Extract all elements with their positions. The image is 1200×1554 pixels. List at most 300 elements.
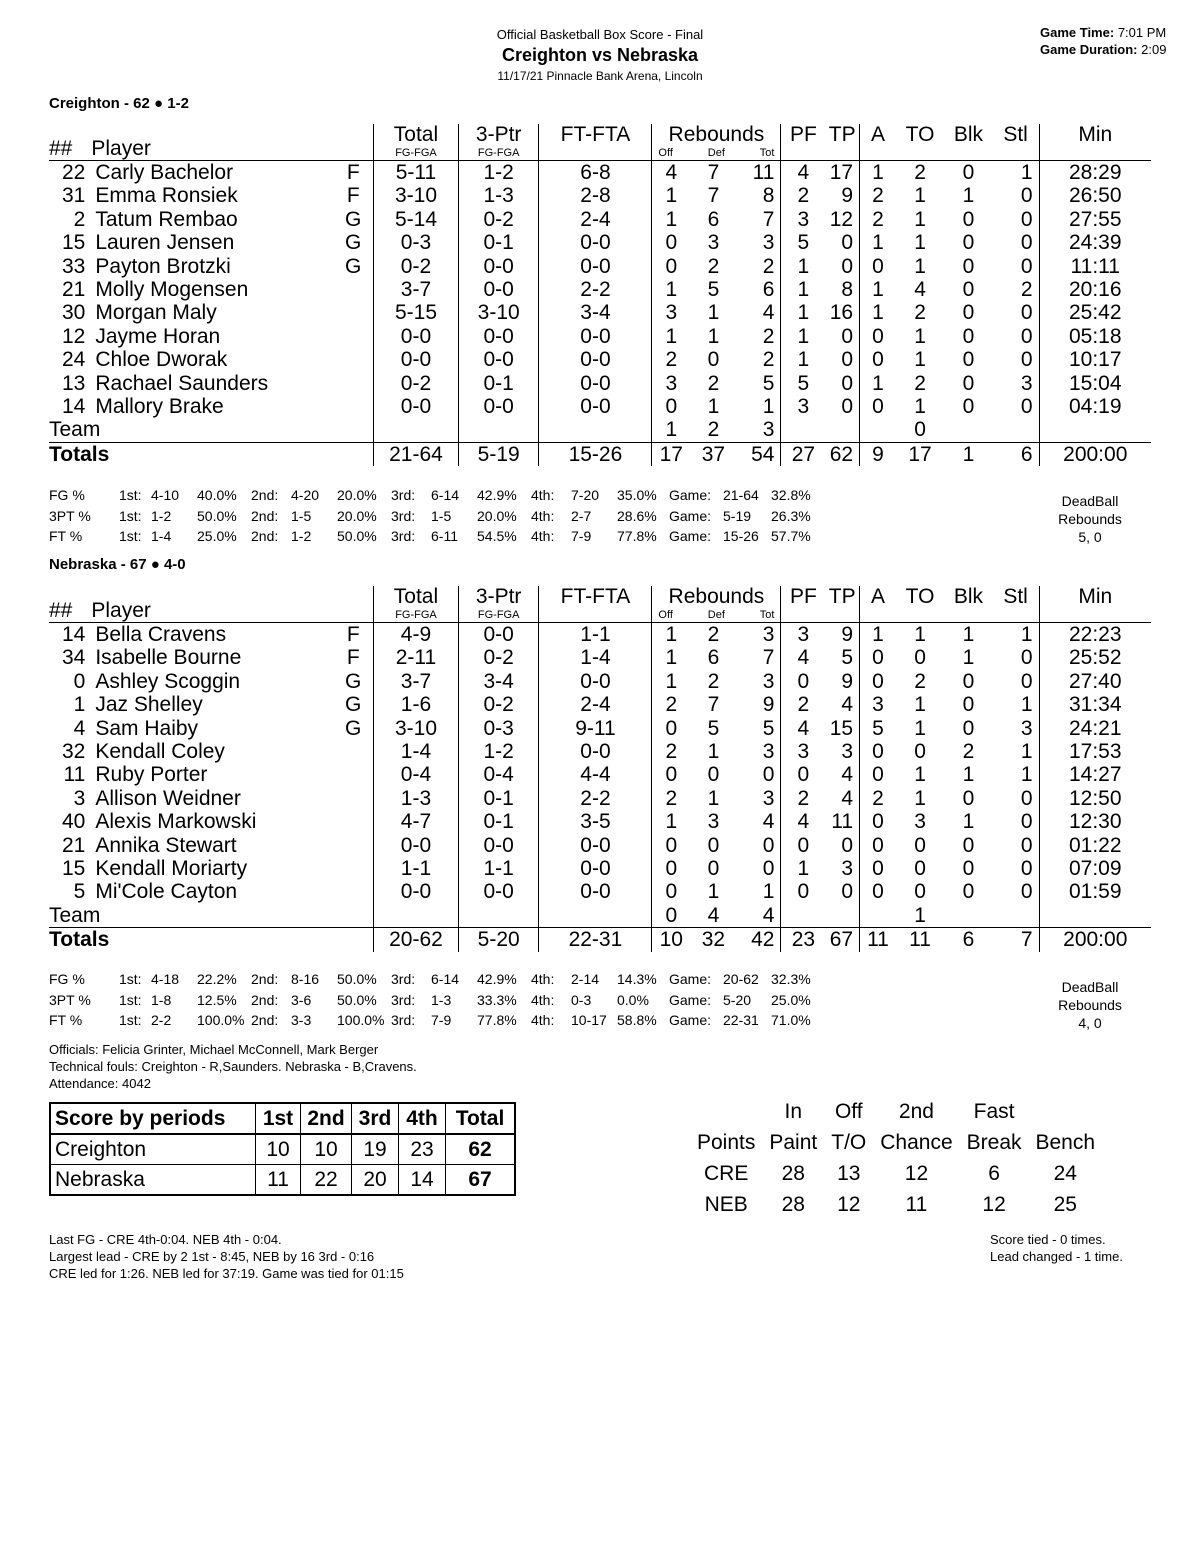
percentage-row	[49, 990, 831, 1011]
periods-score-cell: 23	[399, 1134, 446, 1165]
player-fg: 1-1	[374, 857, 459, 880]
player-blocks: 0	[962, 254, 975, 278]
player-3pt: 0-0	[458, 623, 539, 647]
player-position: G	[333, 231, 373, 254]
player-minutes: 05:18	[1068, 324, 1122, 348]
player-name: Alexis Markowski	[95, 810, 257, 834]
misc-header-cell: T/O	[831, 1130, 867, 1154]
player-assists: 0	[872, 669, 884, 693]
player-number: 30	[61, 301, 86, 325]
percentage-cell: 3rd:	[391, 487, 416, 503]
totals-fg: 20-62	[374, 928, 459, 952]
col-min: Min	[1078, 124, 1113, 146]
player-tp: 9	[825, 670, 859, 693]
player-blocks: 0	[962, 857, 975, 881]
player-blocks: 0	[962, 348, 975, 372]
player-steals: 1	[993, 623, 1039, 647]
player-position	[333, 301, 373, 324]
player-tot-reb: 5	[737, 372, 781, 395]
totals-3pt: 5-19	[458, 442, 539, 466]
percentage-cell: 100.0%	[197, 1012, 245, 1028]
player-tp: 3	[825, 740, 859, 763]
player-tot-reb: 3	[737, 787, 781, 810]
game-duration: Game Duration: 2:09	[1040, 42, 1167, 57]
player-def-reb: 1	[707, 740, 720, 764]
player-tp: 4	[825, 693, 859, 716]
player-assists: 1	[872, 623, 884, 646]
player-off-reb: 0	[665, 833, 678, 857]
player-def-reb: 0	[707, 763, 720, 787]
player-row	[49, 740, 1151, 763]
percentage-cell: 3PT %	[49, 507, 91, 524]
player-ft: 0-0	[539, 348, 652, 371]
player-ft: 2-2	[539, 278, 652, 301]
player-steals: 0	[993, 395, 1039, 418]
player-number: 34	[61, 646, 86, 670]
player-pf: 3	[797, 395, 810, 419]
percentage-cell: 4th:	[531, 971, 555, 987]
player-number: 22	[61, 161, 86, 184]
percentage-cell: Game:	[669, 971, 712, 987]
player-blocks: 1	[962, 184, 975, 208]
player-tp: 0	[825, 348, 859, 371]
player-ft: 0-0	[539, 255, 652, 278]
player-turnovers: 1	[914, 184, 926, 208]
player-tp: 8	[825, 278, 859, 301]
player-turnovers: 1	[914, 623, 926, 646]
col-off: Off	[658, 147, 673, 159]
player-turnovers: 3	[914, 810, 926, 834]
officials: Officials: Felicia Grinter, Michael McConnell, Mark Berger	[49, 1042, 379, 1057]
player-steals: 2	[993, 278, 1039, 301]
player-turnovers: 1	[914, 763, 926, 787]
player-off-reb: 0	[665, 763, 678, 787]
attendance: Attendance: 4042	[49, 1076, 151, 1091]
player-3pt: 0-2	[458, 646, 539, 669]
player-assists: 2	[872, 207, 884, 231]
player-ft: 9-11	[539, 717, 652, 740]
player-pf: 1	[797, 301, 810, 325]
player-turnovers: 0	[914, 833, 926, 857]
player-3pt: 0-2	[458, 693, 539, 716]
player-name: Molly Mogensen	[95, 278, 249, 302]
player-blocks: 0	[962, 833, 975, 857]
percentage-cell: 3rd:	[391, 507, 416, 524]
percentage-cell: 1st:	[119, 487, 142, 503]
periods-header-cell: 1st	[256, 1103, 301, 1134]
player-fg: 0-3	[374, 231, 459, 254]
player-steals: 0	[993, 646, 1039, 669]
score-by-periods-table	[49, 1102, 516, 1196]
player-steals: 1	[993, 161, 1039, 185]
misc-header-cell	[1029, 1096, 1103, 1127]
percentage-cell: 28.6%	[617, 507, 657, 524]
player-row	[49, 857, 1151, 880]
player-steals: 1	[993, 763, 1039, 786]
player-def-reb: 0	[707, 833, 720, 857]
player-name: Kendall Coley	[95, 740, 225, 764]
misc-header-cell: In	[784, 1099, 803, 1123]
player-pf: 1	[797, 857, 810, 881]
player-blocks: 0	[962, 324, 975, 348]
player-fg: 0-0	[374, 880, 459, 903]
player-name: Rachael Saunders	[95, 371, 269, 395]
player-ft: 2-2	[539, 787, 652, 810]
percentage-cell: 1st:	[119, 991, 142, 1008]
player-row	[49, 301, 1151, 324]
percentage-cell: 40.0%	[197, 487, 237, 503]
totals-label: Totals	[49, 442, 333, 466]
player-minutes: 12:50	[1068, 786, 1122, 810]
player-name: Chloe Dworak	[95, 348, 228, 372]
percentage-cell: 1-5	[291, 507, 312, 524]
totals-blocks: 1	[944, 442, 992, 466]
player-fg: 0-2	[374, 255, 459, 278]
score-tied: Score tied - 0 times.	[990, 1232, 1106, 1247]
periods-score-cell: 20	[352, 1165, 399, 1196]
player-tp: 5	[825, 646, 859, 669]
lead-changed: Lead changed - 1 time.	[990, 1249, 1123, 1264]
player-tp: 0	[825, 395, 859, 418]
player-tp: 9	[825, 623, 859, 647]
player-minutes: 01:22	[1068, 833, 1122, 857]
percentage-cell: 12.5%	[197, 991, 237, 1008]
totals-def-reb: 32	[690, 928, 736, 952]
player-def-reb: 6	[707, 646, 720, 670]
percentage-cell: 4th:	[531, 1012, 555, 1028]
player-number: 12	[61, 324, 86, 348]
player-ft: 1-4	[539, 646, 652, 669]
player-3pt: 0-1	[458, 231, 539, 254]
player-turnovers: 2	[914, 161, 926, 184]
player-number: 15	[61, 231, 86, 255]
player-pf: 4	[797, 646, 810, 670]
player-off-reb: 2	[665, 693, 678, 717]
percentage-cell: 54.5%	[477, 528, 517, 544]
percentage-cell: 1st:	[119, 1012, 142, 1028]
percentage-cell: 1-5	[431, 507, 452, 524]
percentage-cell: 1-4	[151, 528, 172, 544]
player-ft: 3-5	[539, 810, 652, 833]
player-steals: 0	[993, 231, 1039, 254]
player-number: 15	[61, 857, 86, 881]
player-minutes: 04:19	[1068, 395, 1122, 419]
percentage-cell: 50.0%	[337, 991, 377, 1008]
player-position	[333, 325, 373, 348]
player-row	[49, 372, 1151, 395]
player-assists: 1	[872, 231, 884, 255]
player-assists: 0	[872, 740, 884, 764]
player-blocks: 0	[962, 669, 975, 693]
player-row	[49, 670, 1151, 693]
player-turnovers: 1	[914, 207, 926, 231]
player-number: 21	[61, 278, 86, 302]
team-off-reb: 1	[665, 418, 678, 442]
player-number: 0	[73, 669, 86, 693]
player-tot-reb: 1	[737, 880, 781, 903]
periods-total-cell: 62	[446, 1134, 516, 1165]
percentage-cell: 0.0%	[617, 991, 649, 1008]
nebraska-shooting-percentages	[49, 969, 831, 1031]
periods-score-cell: 22	[301, 1165, 352, 1196]
player-tot-reb: 1	[737, 395, 781, 418]
player-turnovers: 0	[914, 646, 926, 670]
player-row	[49, 717, 1151, 740]
col-to: TO	[905, 124, 935, 146]
player-turnovers: 0	[914, 740, 926, 764]
player-name: Carly Bachelor	[95, 161, 234, 184]
percentage-cell: Game:	[669, 1012, 712, 1028]
player-tp: 4	[825, 763, 859, 786]
player-name: Isabelle Bourne	[95, 646, 242, 670]
totals-row	[49, 442, 1151, 466]
player-tp: 11	[825, 810, 859, 833]
percentage-cell: 3-6	[291, 991, 312, 1008]
player-steals: 0	[993, 857, 1039, 880]
player-name: Tatum Rembao	[95, 207, 238, 231]
player-name: Ruby Porter	[95, 763, 208, 787]
player-name: Jaz Shelley	[95, 693, 203, 717]
percentage-cell: 100.0%	[337, 1012, 385, 1028]
game-notes	[49, 1041, 417, 1092]
player-pf: 0	[797, 833, 810, 857]
player-minutes: 01:59	[1068, 880, 1122, 904]
percentage-cell: 3PT %	[49, 991, 91, 1008]
player-ft: 1-1	[539, 623, 652, 647]
player-assists: 0	[872, 395, 884, 419]
player-def-reb: 2	[707, 669, 720, 693]
player-def-reb: 0	[707, 857, 720, 881]
periods-header-cell: 4th	[399, 1103, 446, 1134]
col-pf: PF	[789, 124, 817, 146]
player-steals: 0	[993, 301, 1039, 324]
player-minutes: 11:11	[1070, 254, 1120, 278]
player-off-reb: 0	[665, 880, 678, 904]
player-off-reb: 0	[665, 395, 678, 419]
player-number: 13	[61, 371, 86, 395]
player-fg: 0-0	[374, 834, 459, 857]
creighton-shooting-percentages	[49, 485, 831, 547]
player-off-reb: 1	[665, 207, 678, 231]
player-ft: 0-0	[539, 395, 652, 418]
player-pf: 2	[797, 184, 810, 208]
player-row	[49, 184, 1151, 207]
player-turnovers: 2	[914, 371, 926, 395]
totals-tp: 67	[825, 928, 859, 952]
player-row	[49, 208, 1151, 231]
player-fg: 3-7	[374, 670, 459, 693]
col-ftfta: FT-FTA	[560, 124, 631, 146]
percentage-cell: 25.0%	[197, 528, 237, 544]
totals-minutes: 200:00	[1039, 442, 1151, 466]
percentage-cell: 6-11	[431, 528, 458, 544]
player-turnovers: 1	[914, 254, 926, 278]
player-tot-reb: 2	[737, 325, 781, 348]
percentage-cell: Game:	[669, 507, 712, 524]
player-row	[49, 325, 1151, 348]
player-tot-reb: 3	[737, 670, 781, 693]
player-tp: 0	[825, 231, 859, 254]
percentage-cell: Game:	[669, 487, 712, 503]
player-steals: 0	[993, 670, 1039, 693]
player-fg: 0-0	[374, 325, 459, 348]
player-blocks: 0	[962, 786, 975, 810]
totals-tot-reb: 54	[737, 442, 781, 466]
player-tot-reb: 2	[737, 348, 781, 371]
player-ft: 0-0	[539, 231, 652, 254]
percentage-cell: 7-20	[571, 487, 600, 503]
player-assists: 0	[872, 763, 884, 787]
periods-score-cell: 10	[256, 1134, 301, 1165]
team-label: Team	[49, 903, 101, 927]
player-tot-reb: 4	[737, 810, 781, 833]
player-minutes: 27:40	[1068, 669, 1122, 693]
player-off-reb: 1	[665, 669, 678, 693]
totals-ft: 22-31	[539, 928, 652, 952]
player-fg: 5-14	[374, 208, 459, 231]
player-def-reb: 1	[707, 786, 720, 810]
player-steals: 0	[993, 834, 1039, 857]
creighton-box-score-table	[49, 124, 1151, 466]
player-name: Annika Stewart	[95, 833, 237, 857]
totals-steals: 7	[993, 928, 1039, 952]
col-tot: Tot	[759, 147, 775, 159]
player-pf: 4	[797, 161, 810, 184]
col-tot: Tot	[759, 609, 775, 621]
player-assists: 0	[872, 880, 884, 904]
player-3pt: 1-1	[458, 857, 539, 880]
creighton-team-heading: Creighton - 62 ● 1-2	[49, 95, 189, 112]
player-3pt: 1-2	[458, 161, 539, 185]
player-name: Morgan Maly	[95, 301, 217, 325]
player-3pt: 0-0	[458, 278, 539, 301]
player-steals: 3	[993, 372, 1039, 395]
player-number: 32	[61, 740, 86, 764]
percentage-cell: 2-7	[571, 507, 592, 524]
player-minutes: 25:52	[1068, 646, 1122, 670]
player-ft: 0-0	[539, 740, 652, 763]
player-tp: 17	[825, 161, 859, 185]
tie-notes	[990, 1231, 1123, 1265]
player-minutes: 31:34	[1068, 693, 1122, 717]
percentage-cell: 42.9%	[477, 487, 517, 503]
date-venue: 11/17/21 Pinnacle Bank Arena, Lincoln	[497, 69, 703, 83]
percentage-cell: 4th:	[531, 528, 555, 544]
player-number: 2	[73, 207, 86, 231]
percentage-cell: Game:	[669, 991, 712, 1008]
player-tp: 12	[825, 208, 859, 231]
misc-header-cell: Bench	[1035, 1130, 1096, 1154]
player-blocks: 1	[962, 763, 975, 787]
player-turnovers: 1	[914, 395, 926, 419]
player-name: Emma Ronsiek	[95, 184, 238, 208]
player-fg: 5-11	[374, 161, 459, 185]
player-tp: 0	[825, 372, 859, 395]
misc-header-cell: Paint	[769, 1130, 818, 1154]
player-minutes: 12:30	[1068, 810, 1122, 834]
player-ft: 4-4	[539, 763, 652, 786]
col-3ptr-fgfga: FG-FGA	[477, 147, 520, 159]
percentage-cell: 2nd:	[251, 971, 279, 987]
player-3pt: 0-3	[458, 717, 539, 740]
player-blocks: 0	[962, 693, 975, 717]
misc-value-cell: 25	[1053, 1192, 1077, 1216]
player-blocks: 1	[962, 810, 975, 834]
percentage-cell: 4-18	[151, 971, 180, 987]
totals-off-reb: 10	[652, 928, 690, 952]
player-turnovers: 4	[914, 278, 926, 302]
player-off-reb: 4	[665, 161, 678, 184]
box-header-row	[49, 586, 1151, 623]
player-pf: 1	[797, 324, 810, 348]
misc-header-cell: Off	[834, 1099, 863, 1123]
percentage-cell: FT %	[49, 1012, 83, 1028]
player-fg: 1-6	[374, 693, 459, 716]
percentage-cell: 5-20	[723, 991, 752, 1008]
percentage-cell: 58.8%	[617, 1012, 657, 1028]
player-tp: 4	[825, 787, 859, 810]
percentage-cell: 20-62	[723, 971, 759, 987]
player-minutes: 27:55	[1068, 207, 1122, 231]
misc-value-cell: 28	[781, 1192, 805, 1216]
col-3ptr-fgfga: FG-FGA	[477, 609, 520, 621]
player-row	[49, 348, 1151, 371]
player-fg: 4-7	[374, 810, 459, 833]
player-position: G	[333, 670, 373, 693]
player-pf: 1	[797, 278, 810, 302]
percentage-cell: 22-31	[723, 1012, 759, 1028]
percentage-cell: 8-16	[291, 971, 320, 987]
nebraska-deadball-rebounds: DeadBall Rebounds 4, 0	[1058, 979, 1122, 1031]
player-3pt: 0-0	[458, 880, 539, 903]
col-tp: TP	[828, 586, 856, 608]
totals-minutes: 200:00	[1039, 928, 1151, 952]
percentage-cell: 50.0%	[337, 528, 377, 544]
player-turnovers: 1	[914, 716, 926, 740]
percentage-cell: 50.0%	[197, 507, 237, 524]
player-position: G	[333, 717, 373, 740]
player-off-reb: 0	[665, 857, 678, 881]
player-row	[49, 810, 1151, 833]
player-name: Bella Cravens	[95, 623, 227, 646]
percentage-cell: 3rd:	[391, 1012, 416, 1028]
player-assists: 1	[872, 301, 884, 325]
percentage-cell: 1st:	[119, 971, 142, 987]
player-position: F	[333, 646, 373, 669]
periods-header-cell: Total	[446, 1103, 516, 1134]
percentage-row	[49, 526, 831, 547]
player-off-reb: 3	[665, 301, 678, 325]
player-def-reb: 5	[707, 716, 720, 740]
player-off-reb: 1	[665, 324, 678, 348]
player-3pt: 0-0	[458, 255, 539, 278]
col-a: A	[870, 586, 885, 608]
player-blocks: 1	[962, 646, 975, 670]
player-def-reb: 7	[707, 184, 720, 208]
player-blocks: 0	[962, 371, 975, 395]
player-blocks: 2	[962, 740, 975, 764]
player-tot-reb: 8	[737, 184, 781, 207]
percentage-cell: 6-14	[431, 487, 460, 503]
player-fg: 3-7	[374, 278, 459, 301]
player-off-reb: 2	[665, 740, 678, 764]
percentage-cell: 14.3%	[617, 971, 657, 987]
player-turnovers: 0	[914, 857, 926, 881]
player-number: 1	[73, 693, 86, 717]
player-pf: 2	[797, 786, 810, 810]
player-pf: 0	[797, 763, 810, 787]
misc-value-cell: 12	[982, 1192, 1006, 1216]
